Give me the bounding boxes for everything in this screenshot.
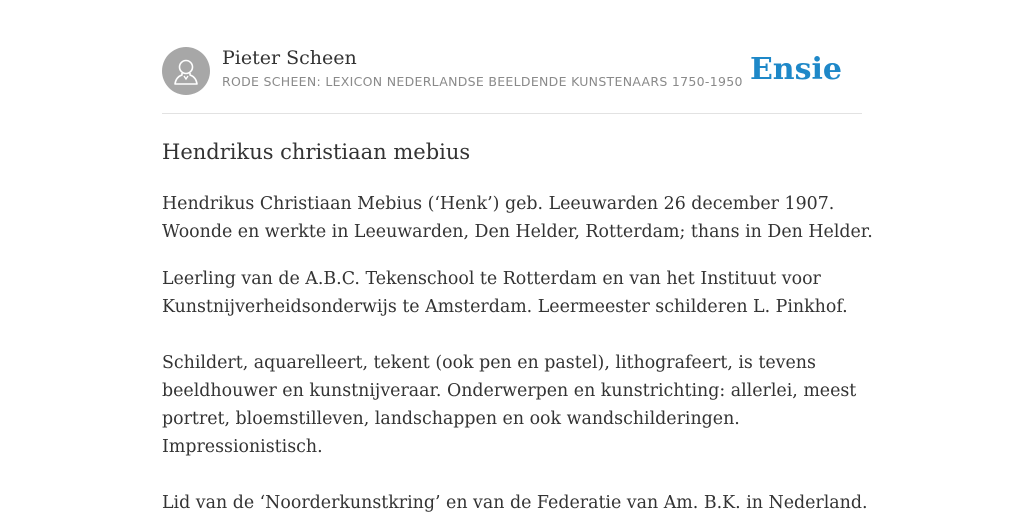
paragraph-line: beeldhouwer en kunstnijveraar. Onderwerpen en kunstrichting: allerlei, meest [162,381,857,401]
paragraph-line: Impressionistisch. [162,437,323,457]
paragraph-line: portret, bloemstilleven, landschappen en ook wandschilderingen. [162,409,740,429]
user-icon [162,47,210,95]
paragraph [162,265,862,321]
article-title: Hendrikus christiaan mebius [162,140,471,164]
paragraph-line: Hendrikus Christiaan Mebius (‘Henk’) geb. Leeuwarden 26 december 1907. [162,194,835,214]
paragraph [162,190,873,246]
paragraph-line: Kunstnijverheidsonderwijs te Amsterdam. Leermeester schilderen L. Pinkhof. [162,297,848,317]
paragraph-line: Schildert, aquarelleert, tekent (ook pen en pastel), lithografeert, is tevens [162,353,816,373]
paragraph-line: Woonde en werkte in Leeuwarden, Den Helder, Rotterdam; thans in Den Helder. [162,222,873,242]
paragraph-line: Leerling van de A.B.C. Tekenschool te Rotterdam en van het Instituut voor [162,269,821,289]
paragraph [162,349,862,461]
paragraph [162,489,868,512]
article-header [162,46,862,96]
author-avatar[interactable] [162,47,210,95]
header-divider [162,113,862,114]
source-label[interactable]: RODE SCHEEN: LEXICON NEDERLANDSE BEELDENDE KUNSTENAARS 1750-1950 [222,74,743,89]
ensie-logo[interactable]: Ensie [749,52,842,87]
paragraph-line: Lid van de ‘Noorderkunstkring’ en van de Federatie van Am. B.K. in Nederland. [162,493,868,512]
article-body [162,190,873,512]
author-name[interactable]: Pieter Scheen [222,47,357,69]
